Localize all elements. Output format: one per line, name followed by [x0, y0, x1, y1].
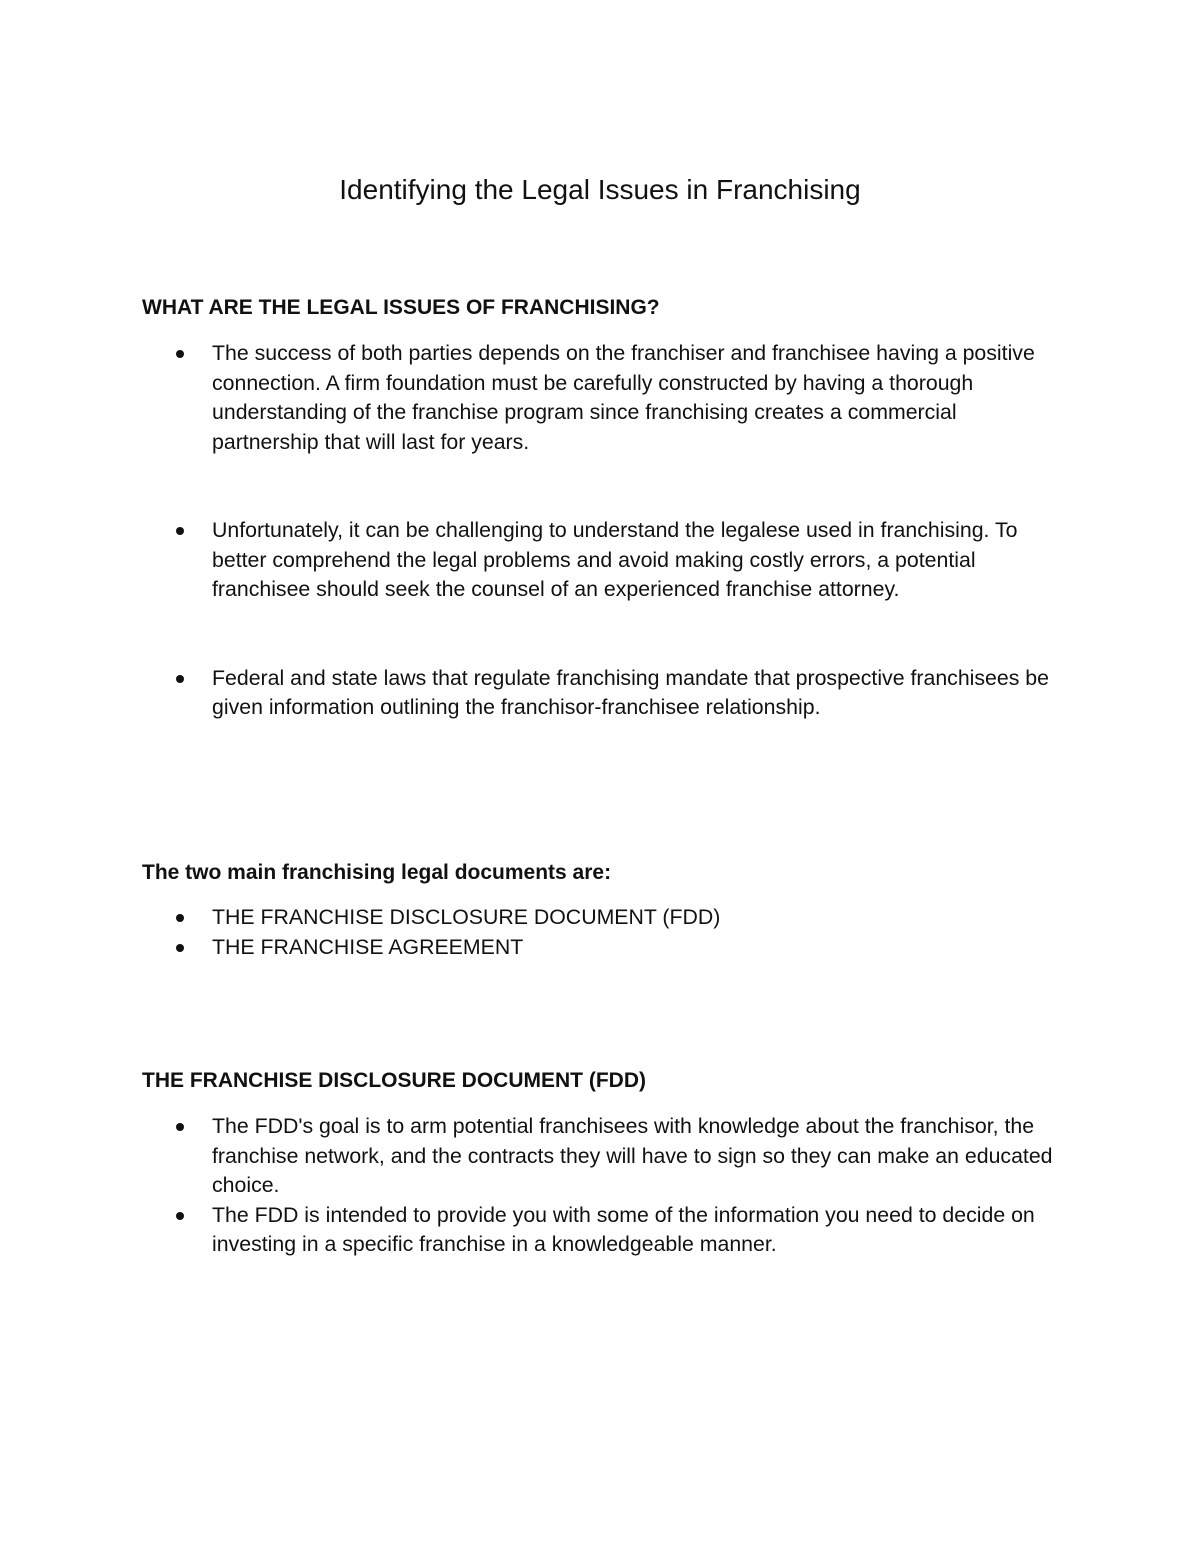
bullet-icon: [176, 527, 184, 535]
fdd-list: [142, 1112, 1062, 1260]
list-item-text: The success of both parties depends on the franchiser and franchisee having a positive connection. A firm foundation must be carefully constructed by having a thorough understanding of the franchise program since franchising creates a commercial partnership that will last for years.: [212, 341, 1035, 454]
bullet-icon: [176, 675, 184, 683]
list-item-text: Federal and state laws that regulate franchising mandate that prospective franchisees be given information outlining the franchisor-franchisee relationship.: [212, 665, 1049, 719]
list-item: [142, 903, 1062, 933]
bullet-icon: [176, 914, 184, 922]
list-item: [142, 664, 1062, 723]
list-item: [142, 516, 1062, 605]
list-item-text: The FDD's goal is to arm potential franchisees with knowledge about the franchisor, the franchise network, and the contracts they will have to sign so they can make an educated choice.: [212, 1114, 1053, 1197]
bullet-icon: [176, 1123, 184, 1131]
list-item: [142, 933, 1062, 963]
list-item-text: Unfortunately, it can be challenging to understand the legalese used in franchising. To better comprehend the legal problems and avoid making costly errors, a potential franchisee should seek the counsel of an experienced franchise attorney.: [212, 518, 1018, 601]
list-item: [142, 1201, 1062, 1260]
section-heading-main-documents: The two main franchising legal documents are:: [142, 861, 612, 884]
section-heading-fdd: THE FRANCHISE DISCLOSURE DOCUMENT (FDD): [142, 1069, 646, 1092]
bullet-icon: [176, 944, 184, 952]
list-item: [142, 1112, 1062, 1201]
legal-issues-list: [142, 339, 1062, 723]
main-documents-list: [142, 903, 1062, 962]
document-title: Identifying the Legal Issues in Franchising: [339, 174, 861, 205]
section-heading-legal-issues: WHAT ARE THE LEGAL ISSUES OF FRANCHISING?: [142, 296, 660, 319]
list-item-text: THE FRANCHISE DISCLOSURE DOCUMENT (FDD): [212, 905, 721, 929]
bullet-icon: [176, 350, 184, 358]
list-item-text: The FDD is intended to provide you with some of the information you need to decide on investing in a specific franchise in a knowledgeable manner.: [212, 1202, 1035, 1256]
bullet-icon: [176, 1212, 184, 1220]
list-item: [142, 339, 1062, 457]
list-item-text: THE FRANCHISE AGREEMENT: [212, 934, 524, 959]
